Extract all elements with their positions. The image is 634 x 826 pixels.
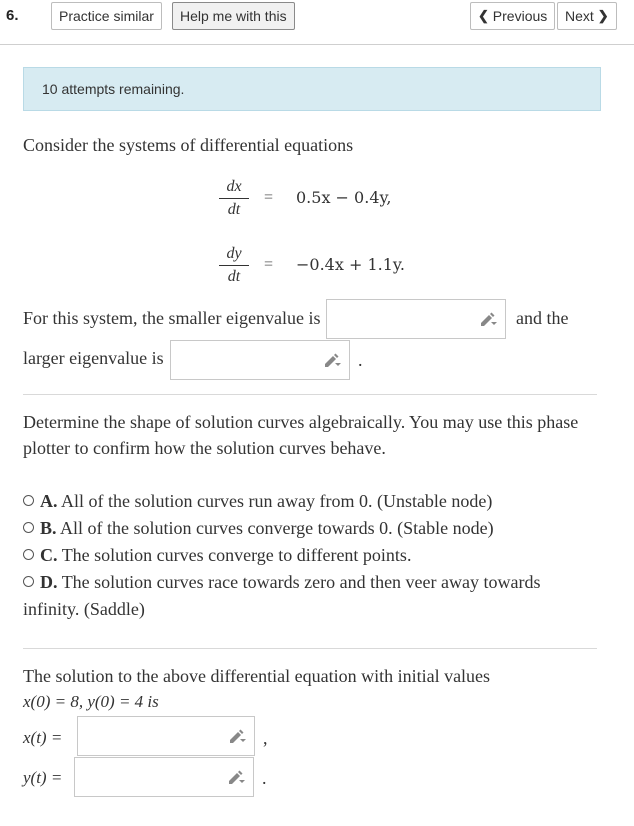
help-me-button[interactable]: Help me with this — [172, 2, 295, 30]
period: . — [358, 350, 363, 370]
equals-sign: = — [264, 256, 274, 273]
previous-label: Previous — [492, 8, 548, 24]
option-b-letter: B. — [40, 518, 57, 538]
pencil-icon — [227, 770, 245, 784]
chevron-right-icon: ❯ — [597, 8, 609, 23]
eigen-prompt-1: For this system, the smaller eigenvalue is — [23, 308, 321, 328]
comma: , — [263, 728, 268, 748]
radio-b[interactable] — [23, 522, 34, 533]
option-d-letter: D. — [40, 572, 58, 592]
x-of-t-label: x(t) = — [23, 728, 63, 747]
initial-values: x(0) = 8, y(0) = 4 is — [23, 692, 159, 711]
radio-d[interactable] — [23, 576, 34, 587]
period: . — [262, 768, 267, 788]
pencil-icon — [228, 729, 246, 743]
equation-2-rhs: −0.4x + 1.1y. — [296, 255, 405, 274]
option-a[interactable] — [23, 491, 492, 512]
previous-button[interactable] — [470, 2, 555, 30]
option-a-text: All of the solution curves run away from 0. (Unstable node) — [61, 491, 493, 511]
pencil-icon — [479, 312, 497, 326]
pencil-icon — [323, 353, 341, 367]
fraction-numerator: dx — [226, 178, 242, 195]
equation-1-rhs: 0.5x − 0.4y, — [296, 188, 392, 207]
question-number: 6. — [6, 7, 19, 24]
eigen-prompt-2: and the — [516, 308, 569, 328]
option-a-letter: A. — [40, 491, 58, 511]
fraction-denominator: dt — [219, 198, 249, 219]
option-b-text: All of the solution curves converge towards 0. (Stable node) — [60, 518, 494, 538]
solution-prompt: The solution to the above differential equation with initial values — [23, 666, 491, 686]
problem-intro: Consider the systems of differential equations — [23, 135, 354, 155]
shape-prompt-line-1: Determine the shape of solution curves algebraically. You may use this phase — [23, 412, 579, 432]
question-header — [0, 0, 634, 45]
chevron-left-icon: ❮ — [478, 8, 489, 23]
fraction-dy-dt — [219, 245, 249, 286]
divider — [23, 648, 597, 649]
y-of-t-label: y(t) = — [23, 768, 63, 787]
practice-similar-button[interactable]: Practice similar — [51, 2, 162, 30]
smaller-eigenvalue-input[interactable] — [326, 299, 506, 339]
fraction-numerator: dy — [226, 245, 242, 262]
attempts-banner: 10 attempts remaining. — [23, 67, 601, 111]
larger-eigenvalue-input[interactable] — [170, 340, 350, 380]
option-d-text: The solution curves race towards zero and then veer away towards — [61, 572, 541, 592]
option-d-continuation: infinity. (Saddle) — [23, 599, 145, 619]
divider — [23, 394, 597, 395]
option-b[interactable] — [23, 518, 494, 539]
eigen-prompt-3: larger eigenvalue is — [23, 348, 164, 368]
radio-c[interactable] — [23, 549, 34, 560]
x-of-t-input[interactable] — [77, 716, 255, 756]
next-label: Next — [565, 8, 594, 24]
shape-prompt-line-2: plotter to confirm how the solution curves behave. — [23, 438, 386, 458]
y-of-t-input[interactable] — [74, 757, 254, 797]
next-button[interactable] — [557, 2, 617, 30]
equals-sign: = — [264, 189, 274, 206]
fraction-dx-dt — [219, 178, 249, 219]
option-c-letter: C. — [40, 545, 58, 565]
fraction-denominator: dt — [219, 265, 249, 286]
option-c[interactable] — [23, 545, 411, 566]
radio-a[interactable] — [23, 495, 34, 506]
option-d[interactable] — [23, 572, 541, 593]
option-c-text: The solution curves converge to different points. — [61, 545, 412, 565]
